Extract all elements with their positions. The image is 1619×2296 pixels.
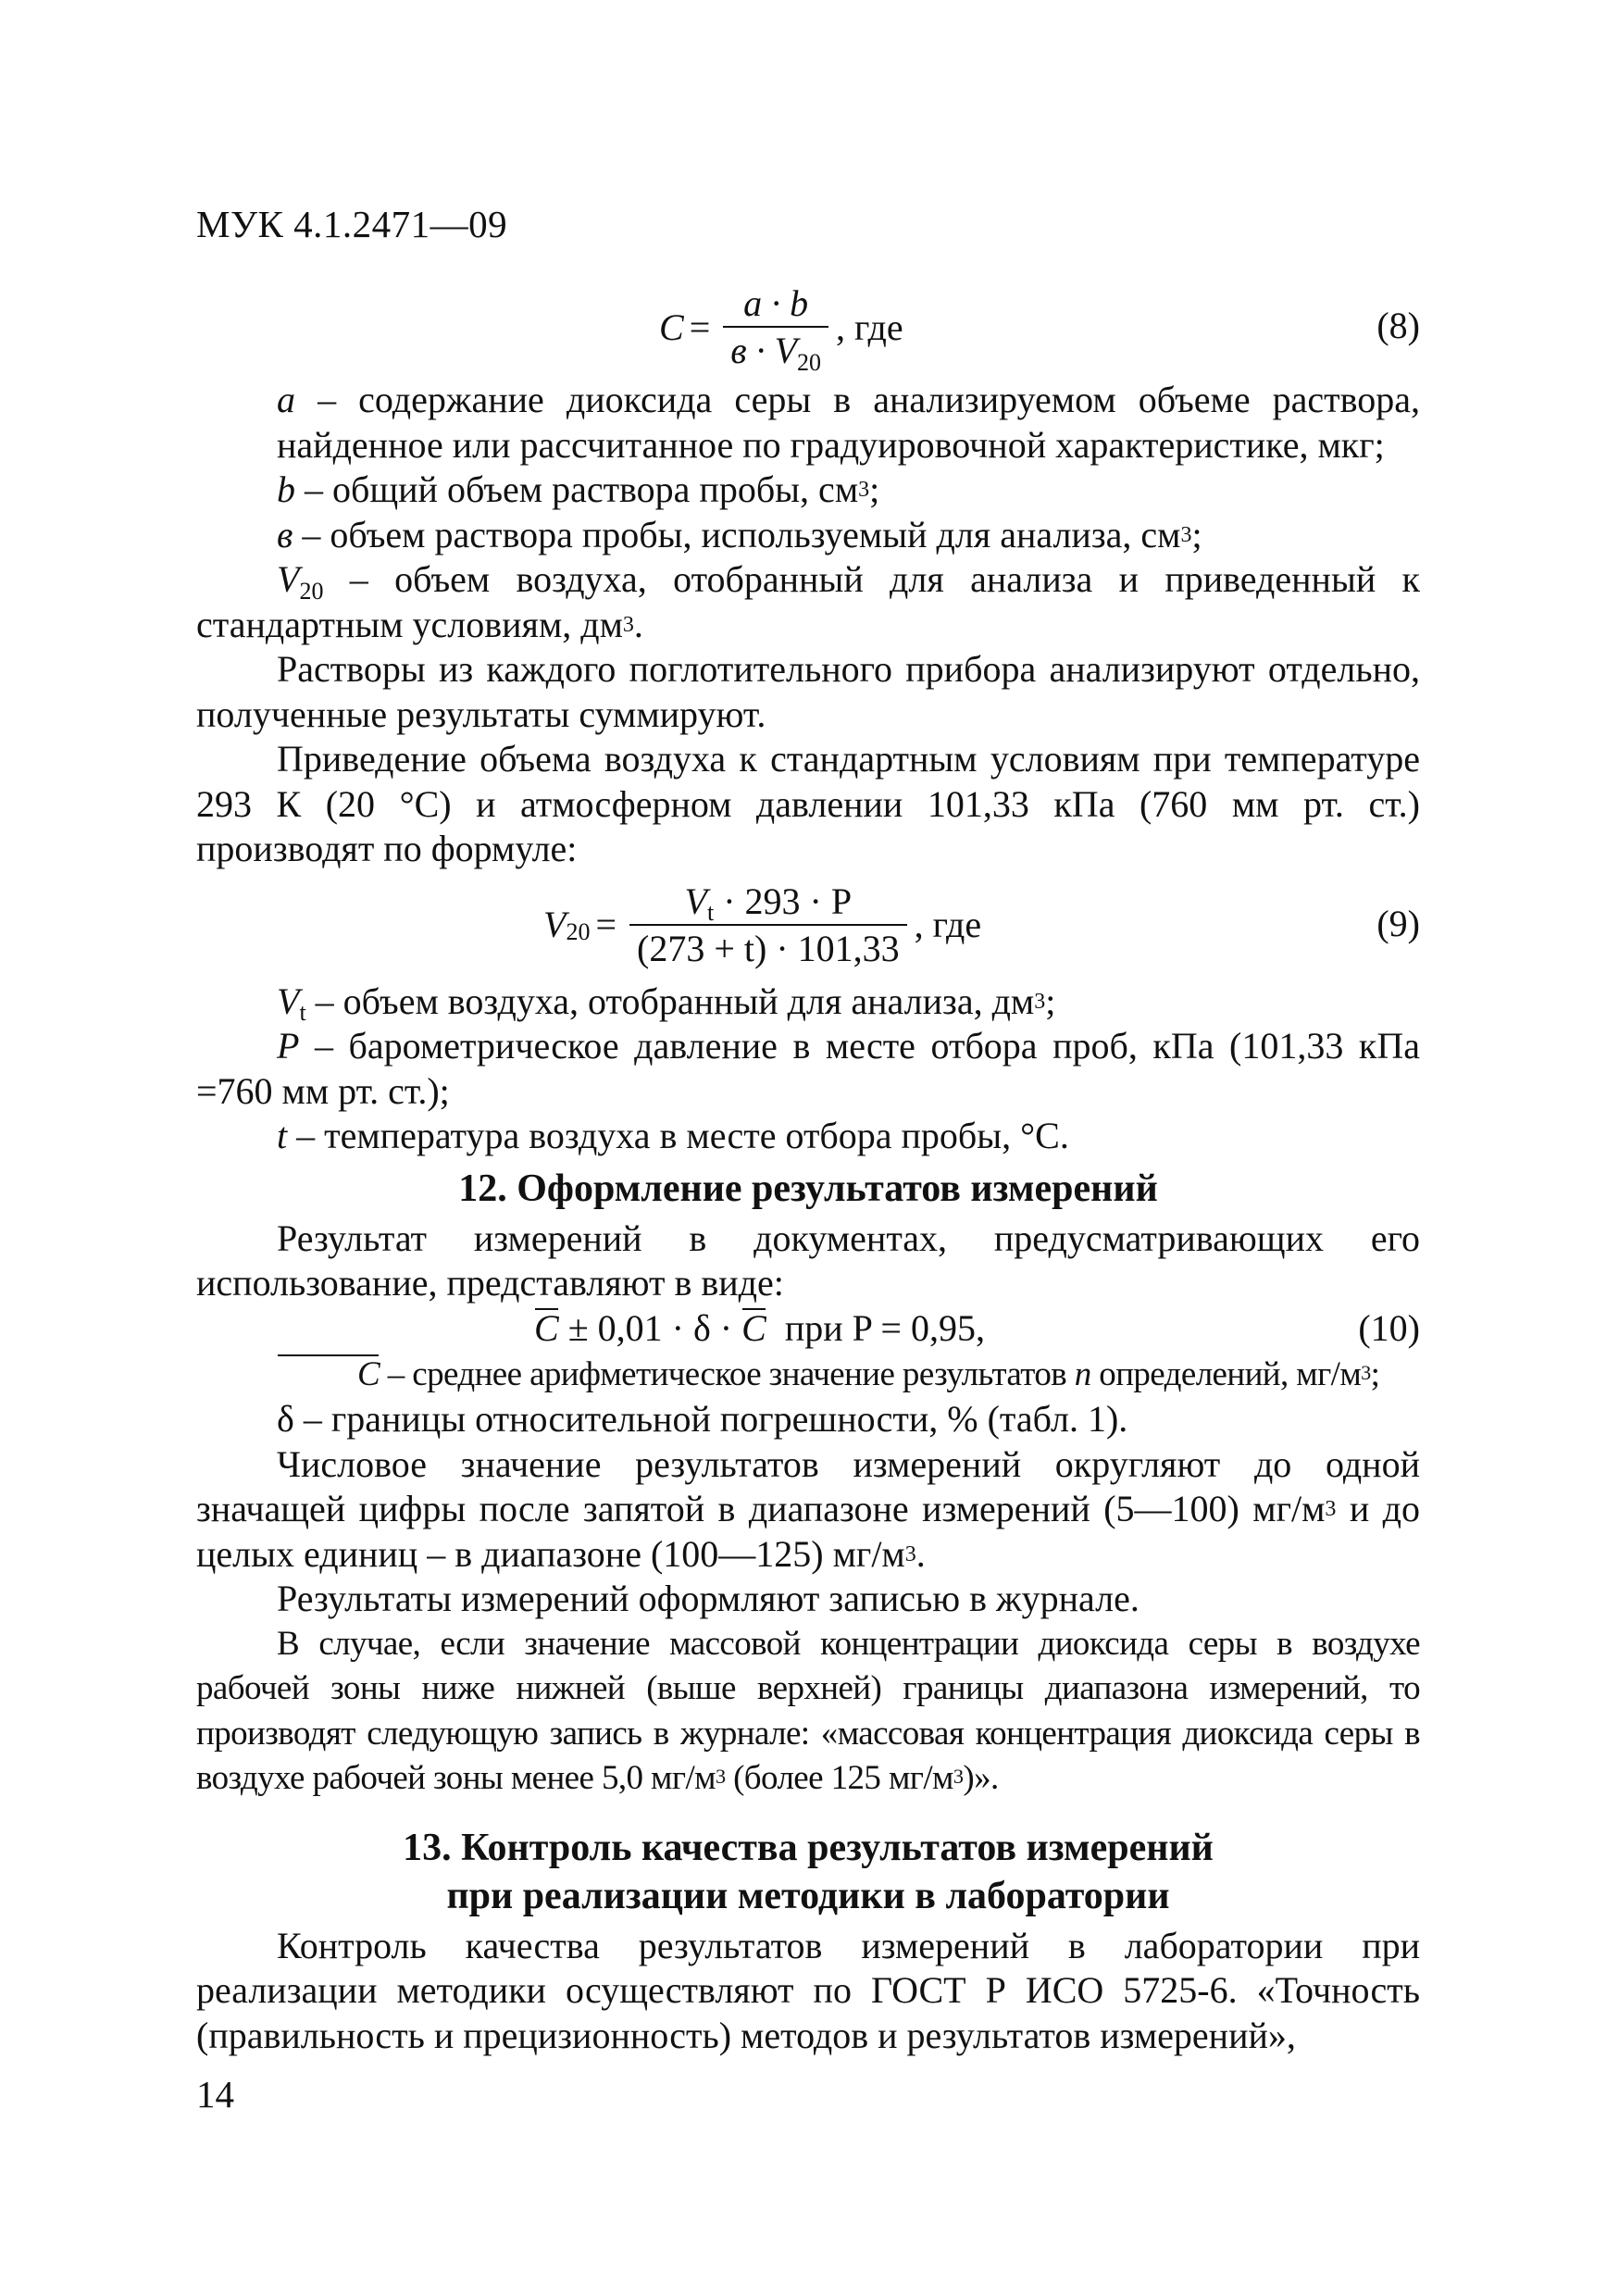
formula-8 [196, 278, 1420, 378]
formula-8-denominator [723, 326, 828, 374]
def-b-sup: 3 [858, 478, 870, 502]
formula-9-denominator: (273 + t) · 101,33 [629, 924, 907, 972]
formula-9-number: (9) [1376, 902, 1420, 944]
formula-10-number: (10) [1358, 1306, 1420, 1349]
def-v20 [196, 557, 1420, 647]
rounding-end: . [915, 1532, 926, 1575]
paragraph-reduction: Приведение объема воздуха к стандартным условиям при температуре 293 К (20 °С) и атмосферном давлении 101,33 кПа (760 мм рт. ст.) производят по формуле: [196, 738, 1420, 869]
formula-9-num-main: V [684, 880, 707, 922]
def-v20-sup: 3 [622, 612, 634, 637]
rounding-sup-1: 3 [1325, 1497, 1337, 1521]
page-content [196, 278, 1420, 2058]
formula-9-suffix: , где [914, 904, 982, 946]
def-mean-c [196, 1353, 1420, 1398]
def-vt-end: ; [1045, 980, 1056, 1022]
def-v-symbol: в [277, 513, 293, 555]
formula-10-mean-c: C [534, 1306, 559, 1352]
def-mean-c-sup: 3 [1361, 1360, 1371, 1384]
def-a [196, 378, 1420, 468]
def-vt-sub: t [299, 999, 306, 1027]
formula-8-fraction [723, 281, 828, 374]
rounding-text-2: и до целых единиц – в диапазоне (100—125) мг/м [196, 1488, 1420, 1575]
def-b-end: ; [869, 468, 880, 510]
def-vt-sup: 3 [1034, 989, 1046, 1014]
def-vt [196, 980, 1420, 1025]
def-mean-c-symbol: C [277, 1353, 380, 1398]
def-b [196, 468, 1420, 513]
def-a-symbol: a [277, 379, 295, 420]
def-vt-symbol: V [277, 980, 300, 1022]
case-end: )». [963, 1759, 999, 1797]
def-mean-c-text: – среднее арифметическое значение результатов [380, 1354, 1075, 1393]
paragraph-rounding [196, 1442, 1420, 1578]
formula-9-expression: V $_{20}$ = $\frac{V_t \cdot 293 \cdot P}{(273 + t) \cdot 101,33}$ , где [543, 872, 981, 980]
formula-9-lhs: V [543, 904, 567, 946]
formula-10-middle: ± 0,01 · δ · [558, 1307, 742, 1350]
formula-9-fraction [629, 880, 907, 972]
rounding-text-1: Числовое значение результатов измерений округляют до одной значащей цифры после запятой в диапазоне измерений (5—100) мг/м [196, 1442, 1420, 1529]
section-12-intro: Результат измерений в документах, предусматривающих его использование, представляют в виде: [196, 1217, 1420, 1304]
document-header: МУК 4.1.2471—09 [196, 203, 508, 245]
def-p [196, 1024, 1420, 1114]
section-13-title-line2: при реализации методики в лаборатории [446, 1874, 1170, 1917]
def-t [196, 1114, 1420, 1159]
def-t-text: – температура воздуха в месте отбора пробы, °С. [287, 1115, 1069, 1156]
formula-8-numerator: a · b [743, 282, 809, 324]
paragraph-journal: Результаты измерений оформляют записью в журнале. [277, 1578, 1140, 1619]
def-v20-text: – объем воздуха, отобранный для анализа и приведенный к стандартным условиям, дм [196, 558, 1420, 645]
formula-9 [196, 872, 1420, 980]
def-t-symbol: t [277, 1115, 288, 1156]
case-sup-2: 3 [953, 1765, 964, 1789]
rounding-sup-2: 3 [904, 1541, 916, 1566]
def-p-text: – барометрическое давление в месте отбора проб, кПа (101,33 кПа =760 мм рт. ст.); [196, 1025, 1420, 1112]
section-13-title-line1: 13. Контроль качества результатов измерений [403, 1826, 1214, 1869]
formula-10 [196, 1306, 1420, 1353]
formula-9-eq: = [595, 904, 616, 946]
paragraph-solutions: Растворы из каждого поглотительного прибора анализируют отдельно, полученные результаты суммируют. [196, 648, 1420, 735]
page-number: 14 [196, 2073, 234, 2115]
formula-10-mean-c2: C [741, 1306, 766, 1352]
def-v [196, 513, 1420, 558]
def-v20-symbol: V [277, 558, 300, 600]
formula-8-suffix: , где [836, 306, 903, 348]
case-sup-1: 3 [715, 1765, 726, 1789]
formula-9-num-sub: t [706, 899, 715, 927]
section-12-title: 12. Оформление результатов измерений [458, 1167, 1158, 1210]
paragraph-case [196, 1622, 1420, 1802]
formula-8-eq: = [689, 306, 711, 348]
def-vt-text: – объем воздуха, отобранный для анализа, дм [305, 980, 1035, 1022]
formula-8-number: (8) [1376, 305, 1420, 346]
section-13-text: Контроль качества результатов измерений в лаборатории при реализации методики осуществляют по ГОСТ Р ИСО 5725-6. «Точность (правильность и прецизионность) методов и результатов измерений», [196, 1924, 1420, 2056]
formula-9-num-rest: · 293 · P [714, 880, 853, 922]
formula-8-expression [659, 278, 903, 378]
def-b-text: – общий объем раствора пробы, см [295, 468, 859, 510]
def-p-symbol: P [277, 1025, 300, 1067]
case-text-2: (более 125 мг/м [725, 1759, 953, 1797]
formula-9-numerator [678, 880, 860, 927]
def-v-sup: 3 [1180, 522, 1192, 547]
formula-8-den-sub: 20 [797, 348, 822, 376]
def-a-text: – содержание диоксида серы в анализируемом объеме раствора, найденное или рассчитанное по градуировочной характеристике, мкг; [277, 379, 1420, 466]
formula-10-expression [534, 1306, 985, 1353]
section-13-title [196, 1802, 1420, 1924]
def-b-symbol: b [277, 468, 295, 510]
case-text-1: В случае, если значение массовой концентрации диоксида серы в воздухе рабочей зоны ниже нижней (выше верхней) границы диапазона измерений, то производят следующую запись в журнале: «массовая концентрация диоксида серы в воздухе рабочей зоны менее 5,0 мг/м [196, 1624, 1420, 1797]
def-v20-sub: 20 [299, 577, 324, 605]
formula-8-den-main: в · V [730, 330, 798, 371]
def-mean-c-text2: определений, мг/м [1090, 1354, 1362, 1393]
def-mean-c-end: ; [1370, 1354, 1380, 1393]
def-delta: δ – границы относительной погрешности, % (табл. 1). [277, 1398, 1128, 1440]
def-v-end: ; [1191, 513, 1202, 555]
def-v20-end: . [633, 603, 643, 645]
def-mean-c-n: n [1074, 1354, 1091, 1393]
formula-8-lhs: C [659, 306, 684, 348]
formula-10-condition: при P = 0,95, [766, 1307, 985, 1350]
def-v-text: – объем раствора пробы, используемый для анализа, см [293, 513, 1181, 555]
